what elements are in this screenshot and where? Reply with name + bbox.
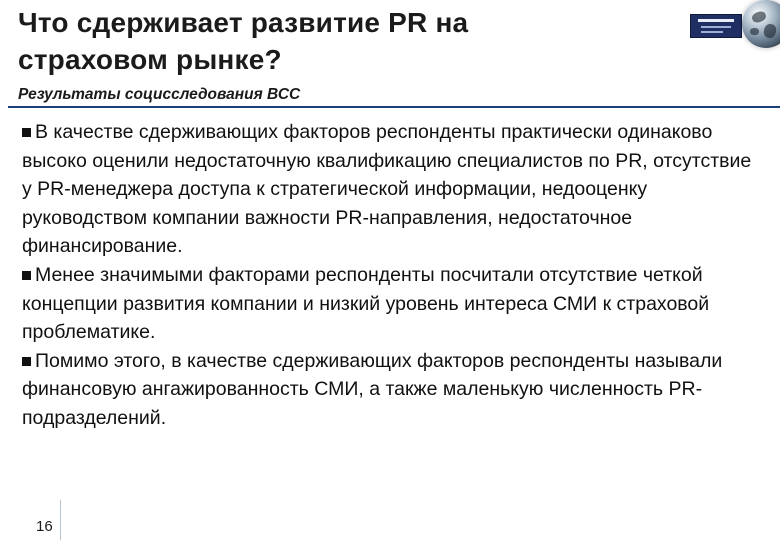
globe-land — [750, 28, 759, 35]
logo-line — [701, 26, 731, 28]
square-bullet-icon — [22, 357, 31, 366]
company-logo — [690, 14, 742, 38]
slide-title: Что сдерживает развитие PR на страховом рынке? — [18, 7, 469, 75]
logo-mark — [698, 19, 734, 22]
slide-subtitle: Результаты социсследования ВСС — [18, 86, 301, 103]
bullet-paragraph-1 — [22, 118, 752, 261]
globe-icon — [742, 0, 780, 48]
page-number: 16 — [36, 518, 53, 535]
square-bullet-icon — [22, 128, 31, 137]
logo-line — [701, 31, 723, 33]
square-bullet-icon — [22, 271, 31, 280]
title-divider — [8, 106, 780, 108]
globe-land — [751, 10, 768, 24]
footer-divider — [60, 500, 61, 540]
paragraph-text: Помимо этого, в качестве сдерживающих факторов респонденты называли финансовую ангажированность СМИ, а также маленькую численность PR-подразделений. — [22, 349, 723, 429]
bullet-paragraph-2 — [22, 261, 752, 347]
paragraph-text: Менее значимыми факторами респонденты посчитали отсутствие четкой концепции развития компании и низкий уровень интереса СМИ к страховой проблематике. — [22, 263, 710, 344]
body-text — [22, 118, 752, 433]
globe-land — [762, 23, 777, 40]
paragraph-text: В качестве сдерживающих факторов респонденты практически одинаково высоко оценили недостаточную квалификацию специалистов по PR, отсутствие у PR-менеджера доступа к стратегической информации, недооценку руководством компании важности PR-направления, недостаточное финансирование. — [22, 121, 752, 258]
bullet-paragraph-3 — [22, 347, 752, 433]
